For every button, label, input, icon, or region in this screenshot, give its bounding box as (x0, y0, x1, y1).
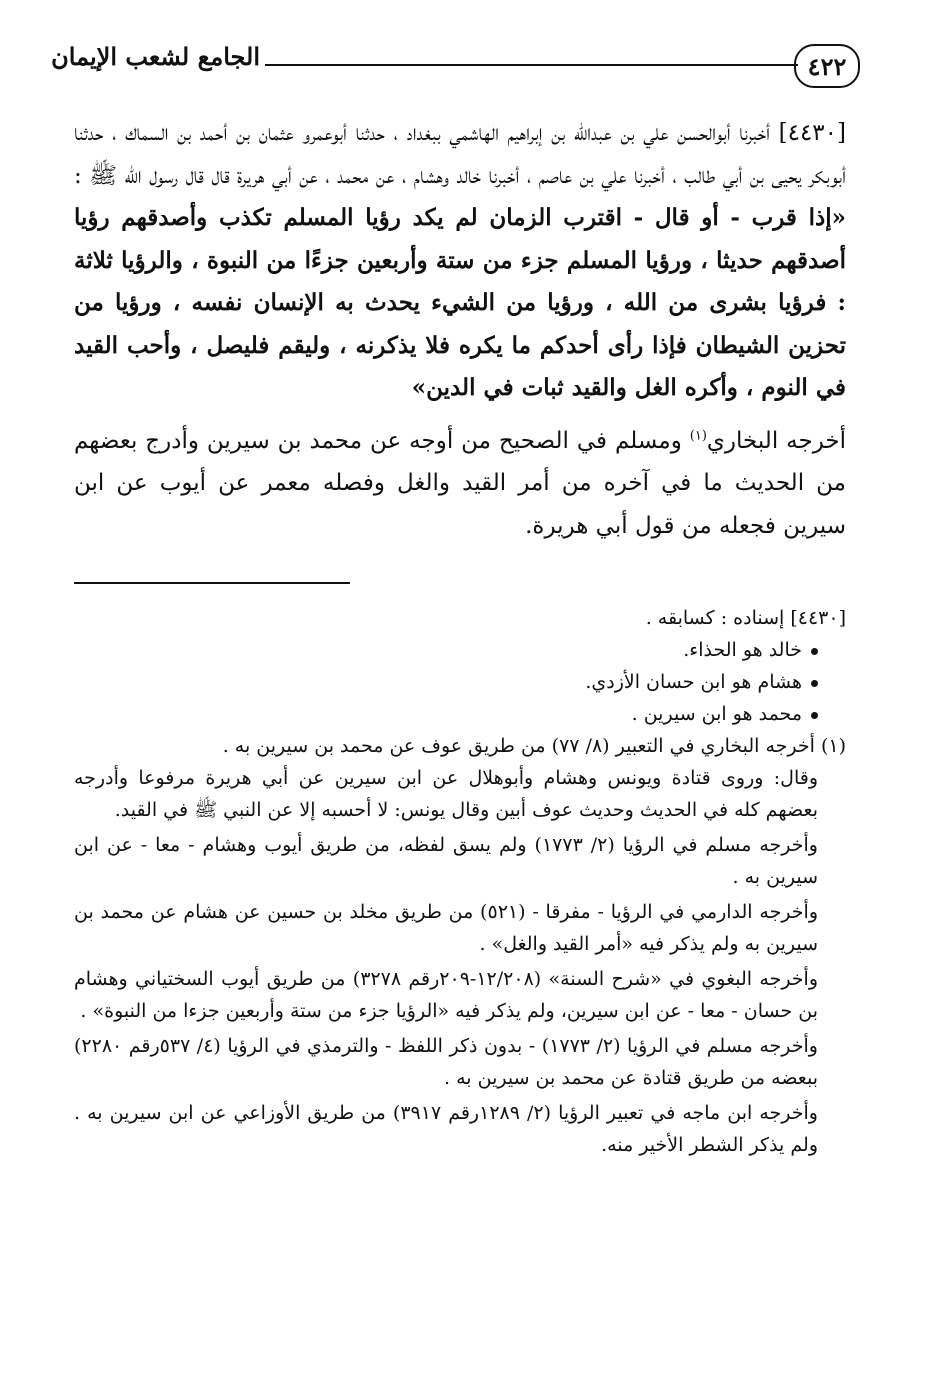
bullet-icon (811, 712, 818, 719)
narrator-note: هشام هو ابن حسان الأزدي. (585, 671, 802, 693)
takhrij-paragraph (74, 420, 846, 548)
footnote-paragraph: وأخرجه مسلم في الرؤيا (٢/ ١٧٧٣) - بدون ذكر اللفظ - والترمذي في الرؤيا (٤/ ٥٣٧رقم ٢٢٨٠) ببعضه من طريق قتادة عن محمد بن سيرين به . (74, 1035, 818, 1089)
takhrij-rest: ومسلم في الصحيح من أوجه عن محمد بن سيرين وأدرج بعضهم من الحديث ما في آخره من أمر القيد والغل وفصله معمر عن أيوب عن ابن سيرين فجعله من قول أبي هريرة. (74, 427, 846, 539)
takhrij-start: أخرجه البخاري (706, 427, 846, 454)
hadith-paragraph (74, 112, 846, 410)
narrator-note: خالد هو الحذاء. (683, 639, 802, 661)
narrator-note: محمد هو ابن سيرين . (631, 703, 802, 725)
narrator-list (74, 634, 846, 730)
list-item (74, 634, 818, 666)
footnote-1: (١) أخرجه البخاري في التعبير (٨/ ٧٧) من طريق عوف عن محمد بن سيرين به . (222, 735, 846, 757)
header-rule (265, 64, 798, 66)
list-item (74, 698, 818, 730)
page-header (51, 38, 860, 98)
hadith-matn: «إذا قرب - أو قال - اقترب الزمان لم يكد رؤيا المسلم تكذب وأصدقهم رؤيا أصدقهم حديثا ، ورؤيا المسلم جزء من ستة وأربعين جزءًا من النبوة ، والرؤيا ثلاثة : فرؤيا بشرى من الله ، ورؤيا من الشيء يحدث به الإنسان نفسه ، ورؤيا من تحزين الشيطان فإذا رأى أحدكم ما يكره فلا يذكرنه ، وليقم فليصل ، وأحب القيد في النوم ، وأكره الغل والقيد ثبات في الدين» (74, 204, 846, 401)
footnote-paragraph: وأخرجه البغوي في «شرح السنة» (١٢/٢٠٨-٢٠٩رقم ٣٢٧٨) من طريق أيوب السختياني وهشام بن حسان - معا - عن ابن سيرين، ولم يذكر فيه «الرؤيا جزء من ستة وأربعين جزءا من النبوة» . (74, 968, 819, 1022)
footnote-separator (74, 582, 350, 584)
footnote-paragraph: وأخرجه مسلم في الرؤيا (٢/ ١٧٧٣) ولم يسق لفظه، من طريق أيوب وهشام - معا - عن ابن سيرين به . (74, 834, 818, 888)
book-title: الجامع لشعب الإيمان (51, 42, 260, 71)
notes-section (74, 602, 846, 1164)
hadith-isnad: [٤٤٣٠] أخبرنا أبوالحسن علي بن عبدالله بن إبراهيم الهاشمي ببغداد ، حدثنا أبوعمرو عثمان بن أحمد بن السماك ، حدثنا أبوبكر يحيى بن أبي طالب ، أخبرنا علي بن عاصم ، أخبرنا خالد وهشام ، عن محمد ، عن أبي هريرة قال قال رسول الله ﷺ : (74, 120, 846, 189)
list-item (74, 666, 818, 698)
bullet-icon (811, 680, 818, 687)
footnote-paragraph: وقال: وروى قتادة ويونس وهشام وأبوهلال عن ابن سيرين عن أبي هريرة مرفوعا وأدرجه بعضهم كله في الحديث وحديث عوف أبين وقال يونس: لا أحسبه إلا عن النبي ﷺ في القيد. (74, 767, 818, 821)
footnote-paragraph: وأخرجه الدارمي في الرؤيا - مفرقا - (٥٢١) من طريق مخلد بن حسين عن هشام عن محمد بن سيرين به ولم يذكر فيه «أمر القيد والغل» . (74, 901, 818, 955)
main-text (74, 112, 846, 547)
isnad-note: [٤٤٣٠] إسناده : كسابقه . (645, 607, 846, 629)
footnote-body (74, 762, 846, 1161)
footnote-paragraph: وأخرجه ابن ماجه في تعبير الرؤيا (٢/ ١٢٨٩رقم ٣٩١٧) من طريق الأوزاعي عن ابن سيرين به . ولم يذكر الشطر الأخير منه. (74, 1102, 818, 1156)
footnote-marker[interactable]: (١) (689, 427, 707, 443)
page-number: ٤٢٢ (794, 44, 860, 88)
bullet-icon (811, 648, 818, 655)
